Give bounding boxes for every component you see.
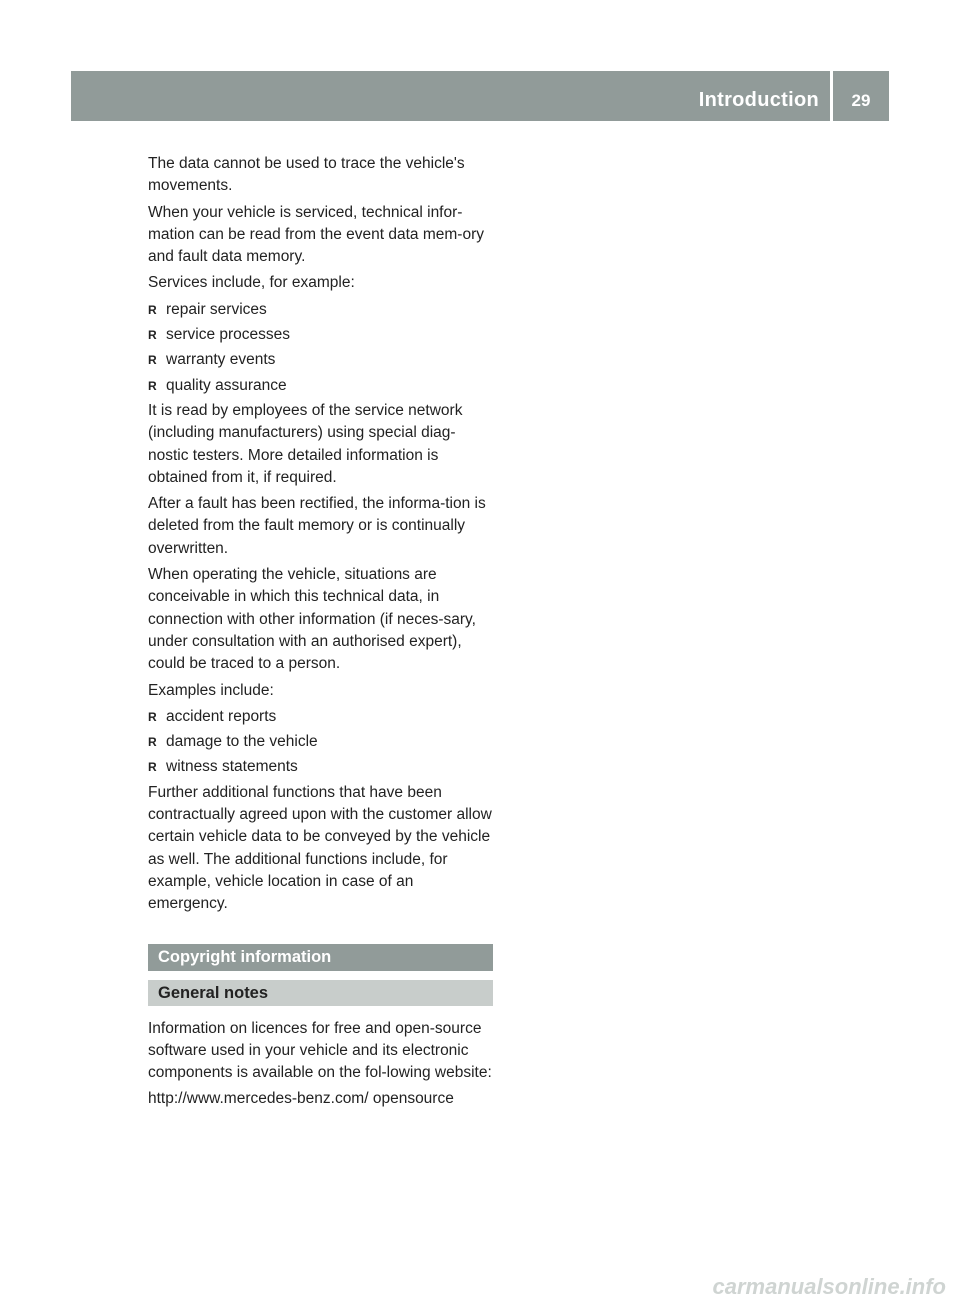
list-item: [148, 375, 493, 397]
main-column: [148, 153, 493, 1115]
bullet-icon: R: [148, 735, 157, 750]
list-item-text: quality assurance: [166, 376, 287, 394]
paragraph: Further additional functions that have been contractually agreed upon with the customer allow certain vehicle data to be conveyed by the vehicle as well. The additional functions include, for example, vehicle location in case of an emergency.: [148, 783, 492, 913]
copyright-heading: Copyright information: [148, 944, 493, 971]
opensource-url[interactable]: http://www.mercedes-benz.com/ opensource: [148, 1090, 454, 1108]
section-title: Introduction: [698, 89, 819, 111]
paragraph: Information on licences for free and open-source software used in your vehicle and its electronic components is available on the fol-lowing website:: [148, 1019, 492, 1082]
list-item-text: warranty events: [166, 351, 276, 369]
list-item-text: witness statements: [166, 758, 298, 776]
bullet-icon: R: [148, 353, 157, 368]
list-item-text: repair services: [166, 300, 267, 318]
list-item: [148, 299, 493, 321]
services-list: [148, 299, 493, 397]
list-item: [148, 706, 493, 728]
list-item: [148, 731, 493, 753]
watermark: carmanualsonline.info: [712, 1274, 946, 1299]
bullet-icon: R: [148, 302, 157, 317]
paragraph: When your vehicle is serviced, technical infor-mation can be read from the event data mem-ory and fault data memory.: [148, 203, 484, 266]
list-item: [148, 756, 493, 778]
list-item-text: accident reports: [166, 707, 277, 725]
paragraph: After a fault has been rectified, the informa-tion is deleted from the fault memory or is continually overwritten.: [148, 495, 486, 557]
paragraph: When operating the vehicle, situations are conceivable in which this technical data, in connection with other information (if neces-sary, under consultation with an authorised expert), could be traced to a person.: [148, 566, 476, 673]
examples-list: [148, 706, 493, 779]
general-notes-subheading: General notes: [148, 980, 493, 1006]
bullet-icon: R: [148, 760, 157, 775]
paragraph: Examples include:: [148, 681, 274, 699]
paragraph: It is read by employees of the service network (including manufacturers) using special diag-nostic testers. More detailed information is obtained from it, if required.: [148, 401, 463, 486]
list-item: [148, 349, 493, 371]
paragraph: Services include, for example:: [148, 274, 355, 292]
paragraph: The data cannot be used to trace the vehicle's movements.: [148, 155, 465, 195]
bullet-icon: R: [148, 378, 157, 393]
list-item: [148, 324, 493, 346]
list-item-text: service processes: [166, 326, 291, 344]
list-item-text: damage to the vehicle: [166, 733, 318, 751]
bullet-icon: R: [148, 709, 157, 724]
bullet-icon: R: [148, 328, 157, 343]
page-number: 29: [851, 91, 871, 110]
